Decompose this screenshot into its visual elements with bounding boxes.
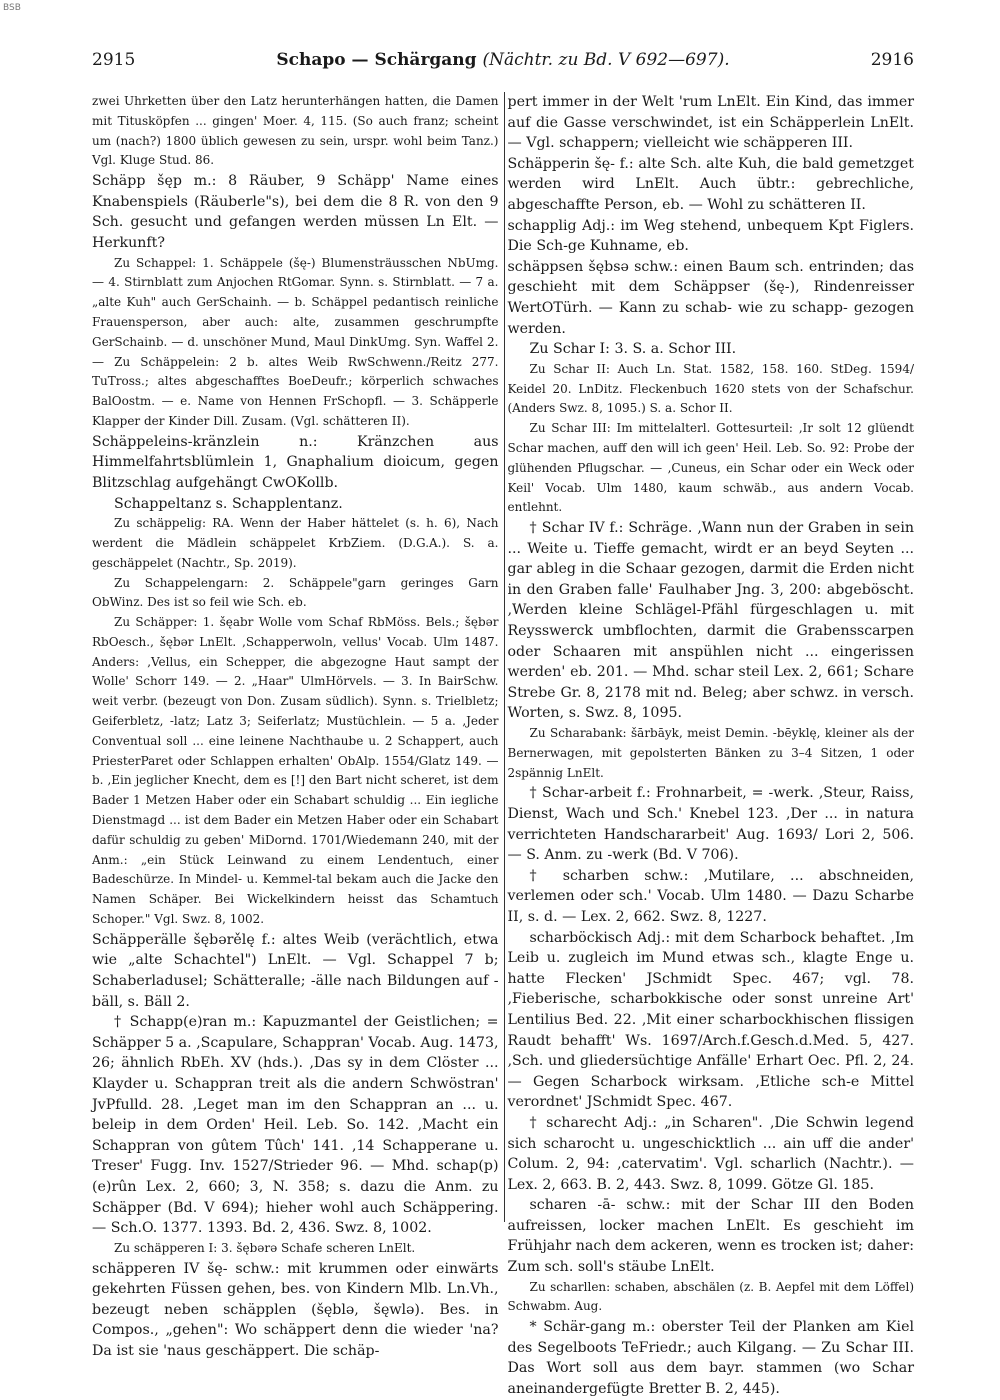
dictionary-entry: pert immer in der Welt 'rum LnElt. Ein Kind, das immer auf die Gasse verschwindet, ist ein Schäpperlein LnElt. — Vgl. schappern; vielleicht wie schäpperen III. — [507, 94, 914, 152]
dictionary-entry: * Schär-gang m.: oberster Teil der Planken am Kiel des Segelboots TeFriedr.; auch Kilgang. — Zu Schar III. Das Wort soll aus dem bayr. stammen (wo Schar aneinandergefügte Bretter B. 2, 445). — [507, 1319, 914, 1398]
dictionary-entry: Zu Schäpper: 1. šęabr Wolle vom Schaf RbMöss. Bels.; šębər RbOesch., šębər LnElt. ‚Schapperwoln, vellus' Vocab. Ulm 1487. Anders: ‚Vellus, ein Schepper, die abgezogne Haut sampt der Wolle' Schorr 149. — 2. „Haar" UlmHörvels. — 3. In BairSchw. weit verbr. (bezeugt von Don. Zusam südlich). Synn. s. Trielbletz; Geiferbletz, -latz; Latz 3; Seiferlatz; Mustüchlein. — 5 a. ‚Jeder Conventual soll ... eine leinene Nachthaube u. 2 Schappert, auch PriesterParet oder Schlappen erhalten' ObAlp. 1554/Glatz 149. — b. ‚Ein jeglicher Knecht, dem es [!] den Bart nicht scheret, ist dem Bader 1 Metzen Haber oder ein Schabart schuldig ... Ein iegliche Dienstmagd ... ist dem Bader ein Metzen Haber oder ein Schabart dafür schuldig zu geben' MiDornd. 1701/Wiedemann 240, mit der Anm.: „ein Stück Leinwand zu einem Lendentuch, einer Badeschürze. In Mindel- u. Kemmel-tal bekam auch die Jacke den Namen Schäper. Bei Wickelkindern heisst das Schamtuch Schoper." Vgl. Swz. 8, 1002. — [92, 615, 499, 927]
dictionary-entry: Zu Scharabank: šārbāyk, meist Demin. -bēyklę, kleiner als der Bernerwagen, mit gepolsterten Bänken zu 3–4 Sitzen, 1 oder 2spännig LnElt. — [507, 726, 914, 780]
dictionary-entry: zwei Uhrketten über den Latz herunterhängen hatten, die Damen mit Titusköpfen ... gingen' Moer. 4, 115. (So auch franz; scheint um (nach?) 1800 üblich gewesen zu sein, urspr. wohl beim Tanz.) Vgl. Kluge Stud. 86. — [92, 94, 499, 168]
left-page-number: 2915 — [92, 50, 136, 70]
dictionary-entry: † Schar IV f.: Schräge. ‚Wann nun der Graben in sein ... Weite u. Tieffe gemacht, wirdt er an beyd Seyten ... gar ableg in die Schaar gezogen, darmit die Erden nicht in den Graben falle' Faulhaber Jng. 3, 200: abgeböscht. ‚Werden kleine Schlägel-Pfähl fürgeschlagen u. mit Reysswerck umbflochten, darmit die Grabensscarpen oder Schaaren mit anspühlen nicht ... eingerissen werden' eb. 201. — Mhd. schar steil Lex. 2, 661; Schare Strebe Gr. 8, 2178 mit nd. Beleg; aber schwz. in versch. Worten, s. Swz. 8, 1095. — [507, 520, 914, 722]
dictionary-entry: Zu Schar I: 3. S. a. Schor III. — [529, 341, 737, 358]
page-header — [92, 50, 914, 76]
column-divider — [504, 92, 505, 1222]
title-note: (Nächtr. zu Bd. V 692—697). — [482, 50, 730, 70]
dictionary-entry: Schäpp šęp m.: 8 Räuber, 9 Schäpp' Name eines Knabenspiels (Räuberle"s), bei dem die 8 R. von den 9 Sch. gesucht und gefangen werden müssen Ln Elt. — Herkunft? — [92, 173, 499, 251]
dictionary-entry: Zu Schappelengarn: 2. Schäppele"garn geringes Garn ObWinz. Des ist so feil wie Sch. eb. — [92, 575, 499, 610]
dictionary-entry: Schäppeleins-kränzlein n.: Kränzchen aus Himmelfahrtsblümlein 1, Gnaphalium dioicum, gegen Blitzschlag aufgehängt CwOKollb. — [92, 433, 499, 491]
right-page-number: 2916 — [870, 50, 914, 70]
page-title — [276, 50, 729, 70]
dictionary-entry: Zu Schar III: Im mittelalterl. Gottesurteil: ‚Ir solt 12 glüendt Schar machen, auff den will ich geen' Heil. Leb. So. 92: Probe der glühenden Pflugschar. — ‚Cuneus, ein Schar oder ein Weck oder Keil' Vocab. Ulm 1480, kaum schwäb., aus andern Vocab. entlehnt. — [507, 421, 914, 515]
dictionary-entry: † Schapp(e)ran m.: Kapuzmantel der Geistlichen; = Schäpper 5 a. ‚Scapulare, Schappran' Vocab. Aug. 1473, 26; ähnlich RbEh. XV (hds.). ‚Das sy in dem Clöster ... Klayder u. Schappran treit als die andern Schwöstran' JvPfulld. 28. ‚Leget man im den Schappran an ... u. beleip in dem Orden' Heil. Leb. So. 142. ‚Macht ein Schappran von gûtem Tûch' 141. ‚14 Schapperane u. Treser' Fugg. Inv. 1527/Strieder 96. — Mhd. schap(p)(e)rûn Lex. 2, 660; 3, N. 358; s. dazu die Anm. zu Schäpper (Bd. V 694); hieher wohl auch Schäppering. — Sch.O. 1377. 1393. Bd. 2, 436. Swz. 8, 1002. — [92, 1014, 499, 1237]
library-stamp: BSB — [3, 3, 21, 13]
dictionary-entry: † Schar-arbeit f.: Frohnarbeit, = -werk. ‚Steur, Raiss, Dienst, Wach und Sch.' Knebel 123. ‚Der ... in natura verrichteten Handschararbeit' Aug. 1693/ Lori 2, 506. — S. Anm. zu -werk (Bd. V 706). — [507, 785, 914, 864]
dictionary-entry: scharböckisch Adj.: mit dem Scharbock behaftet. ‚Im Leib u. zugleich im Mund etwas sch., klagte Enge u. hatte Flecken' JSchmidt Spec. 467; vgl. 78. ‚Fieberische, scharbokkische oder sonst unreine Art' Lentilius Bed. 22. ‚Mit einer scharbockhischen flissigen Raudt behafft' Ws. 1697/Arch.f.Gesch.d.Med. 5, 427. ‚Sch. und gliedersüchtige Anfälle' Erhart Oec. Pfl. 2, 24. — Gegen Scharbock wirksam. ‚Etliche sch-e Mittel verordnet' JSchmidt Spec. 467. — [507, 929, 914, 1111]
right-column — [507, 92, 915, 1398]
dictionary-entry: schapplig Adj.: im Weg stehend, unbequem Kpt Figlers. Die Sch-ge Kuhname, eb. — [507, 217, 914, 255]
dictionary-entry: Zu Schappel: 1. Schäppele (šę-) Blumensträusschen NbUmg. — 4. Stirnblatt zum Anjochen RtGomar. Synn. s. Stirnblatt. — 7 a. „alte Kuh" auch GerSchainh. — b. Schäppel pedantisch reinliche Frauensperson, aber auch: alte, zusammen geschrumpfte GerSchainb. — d. unschöner Mund, Maul DinkUmg. Syn. Waffel 2. — Zu Schäppelein: 2 b. altes Weib RwSchwenn./Reitz 277. TuTross.; altes abgeschafftes BoeDeufr.; körperlich schwaches BalOostm. — e. Name von Hennen FrSchopfl. — 3. Schäpperle Klapper der Kinder Dill. Zusam. (Vgl. schätteren II). — [92, 255, 499, 428]
dictionary-entry: Schäpperälle šębərělę f.: altes Weib (verächtlich, etwa wie „alte Schachtel") LnElt. — Vgl. Schappel 7 b; Schaberladusel; Schätteralle; -älle nach Bildungen auf -bäll, s. Bäll 2. — [92, 931, 499, 1010]
dictionary-entry: † scharecht Adj.: „in Scharen". ‚Die Schwin legend sich scharocht u. ungeschicktlich ... ain uff die ander' Colum. 2, 94: ‚catervatim'. Vgl. scharlich (Nachtr.). — Lex. 2, 663. B. 2, 443. Swz. 8, 1099. Götze Gl. 185. — [507, 1114, 914, 1193]
dictionary-entry: † scharben schw.: ‚Mutilare, ... abschneiden, verlemen oder sch.' Vocab. Ulm 1480. — Dazu Scharbe II, s. d. — Lex. 2, 662. Swz. 8, 1227. — [507, 867, 914, 925]
dictionary-entry: Zu schäpperen I: 3. šębərə Schafe scheren LnElt. — [114, 1240, 416, 1255]
dictionary-entry: Zu schäppelig: RA. Wenn der Haber hättelet (s. h. 6), Nach werdent die Mädlein schäppelet KrbZiem. (D.G.A.). S. a. geschäppelet (Nachtr., Sp. 2019). — [92, 516, 499, 570]
dictionary-entry: scharen -ā- schw.: mit der Schar III den Boden aufreissen, locker machen LnElt. Es geschieht im Frühjahr nach dem ackeren, wenn es trocken ist; daher: Zum sch. soll's stäube LnElt. — [507, 1197, 914, 1276]
text-columns — [92, 92, 914, 1398]
dictionary-entry: Schäpperin šę- f.: alte Sch. alte Kuh, die bald gemetzget werden wird LnElt. Auch übtr.: gebrechliche, abgeschaffte Person, eb. — Wohl zu schätteren II. — [507, 155, 914, 213]
left-column — [92, 92, 501, 1359]
dictionary-entry: Zu scharllen: schaben, abschälen (z. B. Aepfel mit dem Löffel) Schwabm. Aug. — [507, 1279, 914, 1314]
dictionary-entry: Schappeltanz s. Schapplentanz. — [114, 495, 343, 512]
dictionary-entry: schäpperen IV šę- schw.: mit krummen oder einwärts gekehrten Füssen gehen, bes. von Kindern Mlb. Ln.Vh., bezeugt neben schäpplen (šęblə, šęwlə). Bes. in Compos., „gehen": Wo schäppert denn die wieder 'na? Da ist sie 'naus geschäppert. Die schäp- — [92, 1260, 499, 1359]
dictionary-entry: schäppsen šębsə schw.: einen Baum sch. entrinden; das geschieht mit dem Schäppser (šę-), Rindenreisser WertOTürh. — Kann zu schab- wie zu schapp- gezogen werden. — [507, 258, 914, 337]
title-main: Schapo — Schärgang — [276, 50, 477, 70]
dictionary-entry: Zu Schar II: Auch Ln. Stat. 1582, 158. 160. StDeg. 1594/ Keidel 20. LnDitz. Fleckenbuch 1620 stets von der Schafschur. (Anders Swz. 8, 1095.) S. a. Schor II. — [507, 361, 914, 416]
